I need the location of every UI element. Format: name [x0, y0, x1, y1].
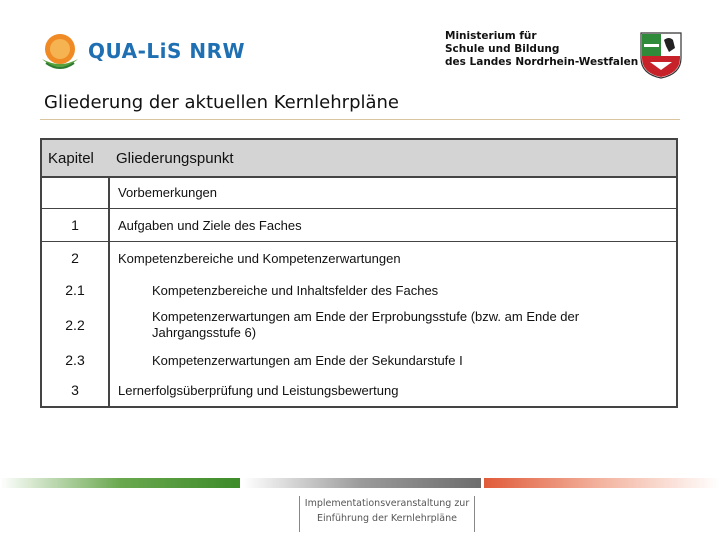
outline-text: Vorbemerkungen	[118, 184, 218, 200]
ministry-line: Ministerium für	[445, 30, 537, 42]
table-header-row	[42, 140, 676, 178]
footer-line: Implementationsveranstaltung zur	[304, 498, 470, 509]
ministry-line: Schule und Bildung	[445, 43, 560, 55]
table-row	[42, 346, 676, 374]
footer-bar-red	[484, 478, 720, 488]
footer-caption	[299, 496, 475, 532]
table-row	[42, 242, 676, 274]
table-row	[42, 176, 676, 208]
outline-text: Kompetenzbereiche und Kompetenzerwartungen	[118, 250, 401, 266]
chapter-number: 3	[71, 382, 79, 398]
title-divider	[40, 119, 680, 120]
chapter-number: 2.3	[65, 352, 85, 368]
table-row	[42, 276, 676, 304]
chapter-number: 1	[71, 217, 79, 233]
table-row	[42, 306, 676, 344]
curriculum-outline-table	[40, 138, 678, 408]
outline-text: Lernerfolgsüberprüfung und Leistungsbewertung	[118, 382, 399, 398]
chapter-number	[42, 176, 108, 208]
footer-bar-green	[0, 478, 240, 488]
outline-text: Kompetenzerwartungen am Ende der Sekundarstufe I	[152, 352, 463, 368]
qualis-logo	[38, 28, 245, 74]
qualis-sun-icon	[38, 29, 82, 73]
table-row	[42, 374, 676, 406]
chapter-number: 2	[71, 250, 79, 266]
page-title: Gliederung der aktuellen Kernlehrpläne	[44, 92, 400, 113]
header-outline-point: Gliederungspunkt	[116, 149, 234, 167]
chapter-number: 2.1	[65, 282, 85, 298]
footer-bar-grey	[243, 478, 481, 488]
outline-text: Aufgaben und Ziele des Faches	[118, 217, 302, 233]
table-row	[42, 209, 676, 241]
ministry-line: des Landes Nordrhein-Westfalen	[445, 56, 639, 68]
outline-text: Kompetenzerwartungen am Ende der Erprobungsstufe (bzw. am Ende der Jahrgangsstufe 6)	[152, 309, 580, 340]
header-chapter: Kapitel	[48, 149, 94, 167]
chapter-number: 2.2	[65, 317, 85, 333]
outline-text: Kompetenzbereiche und Inhaltsfelder des Faches	[152, 282, 439, 298]
ministry-name	[445, 30, 639, 69]
nrw-crest-icon	[636, 30, 686, 80]
logo-text: QUA-LiS NRW	[88, 39, 246, 63]
footer-line: Einführung der Kernlehrpläne	[317, 513, 457, 524]
